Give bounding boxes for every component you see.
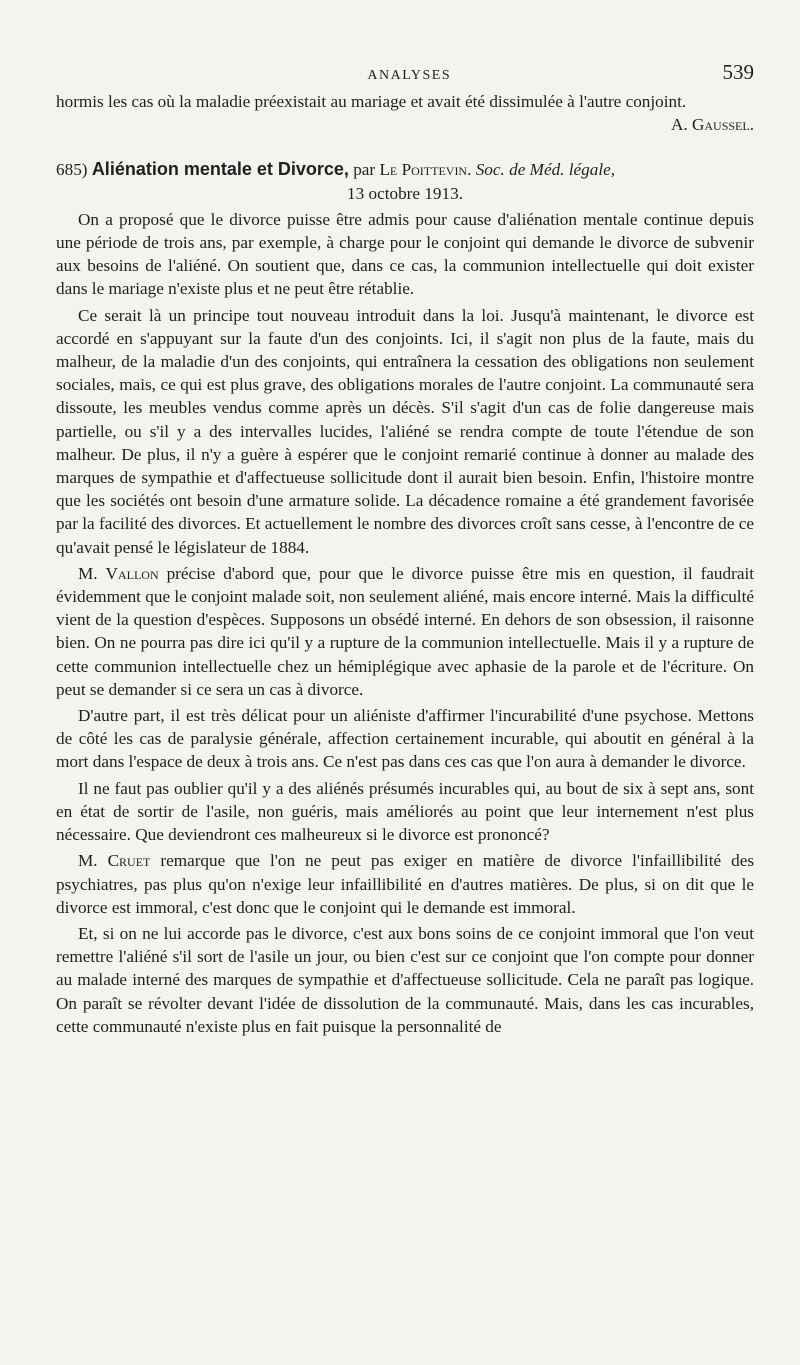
running-head-title: ANALYSES bbox=[367, 68, 452, 83]
entry-title: Aliénation mentale et Divorce, bbox=[91, 159, 349, 180]
journal-page bbox=[56, 60, 754, 1038]
paragraph-5: Il ne faut pas oublier qu'il y a des aliénés présumés incurables qui, au bout de six à sept ans, sont en état de sortir de l'asile, non guéris, mais améliorés au point que leur internement n'est plus nécessaire. Que deviendront ces malheureux si le divorce est prononcé? bbox=[56, 778, 754, 845]
paragraph-1: On a proposé que le divorce puisse être admis pour cause d'aliénation mentale continue depuis une période de trois ans, par exemple, à charge pour le conjoint qui demande le divorce de subvenir aux besoins de l'aliéné. On soutient que, dans ce cas, la communion intellectuelle qui doit exister dans le mariage n'existe plus et ne peut être rétablie. bbox=[56, 209, 754, 299]
entry-date: 13 octobre 1913. bbox=[347, 183, 463, 203]
entry-source: Soc. de Méd. légale, bbox=[475, 160, 616, 180]
paragraph-2: Ce serait là un principe tout nouveau introduit dans la loi. Jusqu'à maintenant, le divorce est accordé en s'appuyant sur la faute d'un des conjoints. Ici, il s'agit non plus de la faute, mais du malheur, de la maladie d'un des conjoints, qui entraînera la cessation des obligations non seulement sociales, mais, ce qui est plus grave, des obligations morales de l'autre conjoint. La communauté sera dissoute, les meubles vendus comme après un décès. S'il s'agit d'un cas de folie dangereuse mais partielle, ou s'il y a des intervalles lucides, l'aliéné se rendra compte de toute l'étendue de son malheur. De plus, il n'y a guère à espérer que le conjoint remarié continue à donner au malade des marques de sympathie et d'affectueuse sollicitude dont il aurait bien besoin. Enfin, l'histoire montre que les sociétés ont besoin d'une armature solide. La décadence romaine a été grandement favorisée par la facilité des divorces. Et actuellement le nombre des divorces croît sans cesse, à l'encontre de ce qu'avait pensé le législateur de 1884. bbox=[56, 305, 754, 557]
page-number: 539 bbox=[722, 60, 754, 84]
running-head bbox=[56, 60, 754, 90]
entry-heading bbox=[56, 158, 754, 204]
paragraph-4: D'autre part, il est très délicat pour un aliéniste d'affirmer l'incurabilité d'une psychose. Mettons de côté les cas de paralysie générale, affection certainement incurable, qui aboutit en général à la mort dans l'espace de deux à trois ans. Ce n'est pas dans ces cas que l'on aura à demander le divorce. bbox=[56, 706, 754, 772]
cruet-name: Cruet bbox=[107, 851, 151, 871]
vallon-prefix: M. bbox=[78, 563, 98, 583]
previous-entry-text: hormis les cas où la maladie préexistait au mariage et avait été dissimulée à l'autre conjoint. bbox=[56, 92, 687, 111]
cruet-prefix: M. bbox=[78, 851, 98, 871]
paragraph-last: Et, si on ne lui accorde pas le divorce, c'est aux bons soins de ce conjoint immoral que l'on veut remettre l'aliéné s'il sort de l'asile un jour, ou bien c'est sur ce conjoint que l'on compte pour donner au malade interné des marques de sympathie et d'affectueuse sollicitude. Cela ne paraît pas logique. On paraît se révolter devant l'idée de dissolution de la communauté. Mais, dans les cas incurables, cette communauté n'existe plus en fait puisque la personnalité de bbox=[56, 923, 754, 1036]
entry-number: 685) bbox=[56, 160, 88, 180]
vallon-name: Vallon bbox=[105, 563, 159, 583]
paragraph-vallon bbox=[56, 562, 754, 701]
previous-entry-tail bbox=[56, 90, 754, 135]
cruet-text: remarque que l'on ne peut pas exiger en matière de divorce l'infaillibilité des psychiatres, pas plus qu'on n'exige leur infaillibilité en d'autres matières. De plus, si on dit que le divorce est immoral, c'est donc que le conjoint qui le demande est immoral. bbox=[56, 851, 755, 917]
previous-entry-signature: A. Gaussel. bbox=[670, 115, 754, 135]
vallon-text: précise d'abord que, pour que le divorce puisse être mis en question, il faudrait évidemment que le conjoint malade soit, non seulement aliéné, mais encore interné. Mais la difficulté vient de la question d'espèces. Supposons un obsédé interné. En dehors de son obsession, il raisonne bien. On ne pourra pas dire ici qu'il y a rupture de la communion intellectuelle. Mais il y a rupture de cette communion intellectuelle chez un hémiplégique avec aphasie de la parole et de l'écriture. On peut se demander si ce sera un cas à divorce. bbox=[56, 563, 755, 699]
entry-by: par bbox=[353, 160, 376, 180]
paragraph-cruet bbox=[56, 849, 754, 919]
entry-author: Le Poittevin. bbox=[379, 160, 472, 180]
